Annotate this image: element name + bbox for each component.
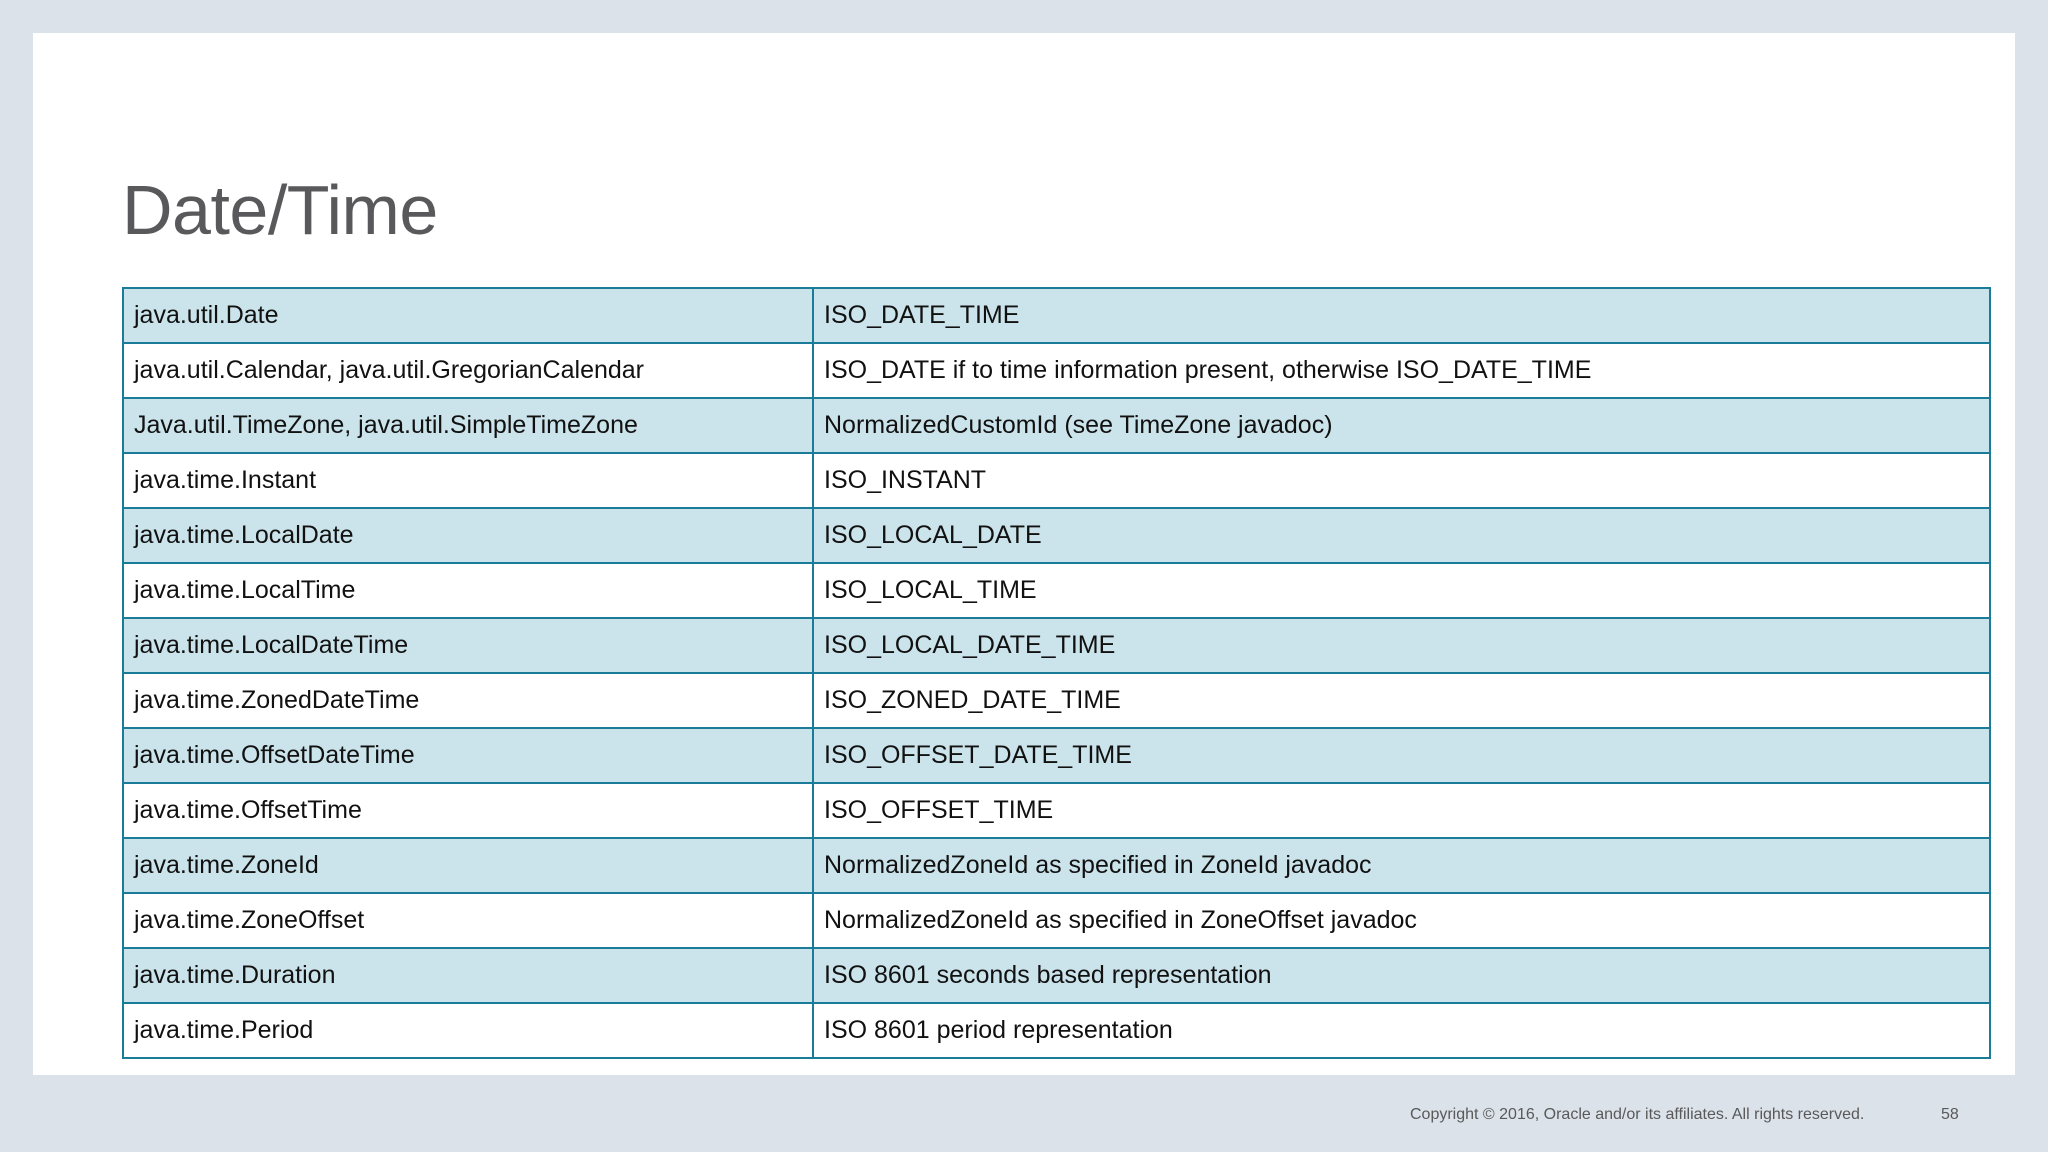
page-number: 58 [1941, 1106, 1959, 1123]
json-format-cell: ISO_DATE_TIME [813, 288, 1990, 343]
json-format-cell: ISO 8601 period representation [813, 1003, 1990, 1058]
json-format-cell: NormalizedZoneId as specified in ZoneOffset javadoc [813, 893, 1990, 948]
java-type-cell: Java.util.TimeZone, java.util.SimpleTimeZone [123, 398, 813, 453]
table-row [123, 783, 1990, 838]
table-row [123, 618, 1990, 673]
java-type-cell: java.time.OffsetTime [123, 783, 813, 838]
table-row [123, 563, 1990, 618]
json-format-cell: ISO_LOCAL_DATE [813, 508, 1990, 563]
java-type-cell: java.time.Duration [123, 948, 813, 1003]
java-type-cell: java.time.LocalDate [123, 508, 813, 563]
java-type-cell: java.time.ZoneId [123, 838, 813, 893]
json-format-cell: ISO_LOCAL_TIME [813, 563, 1990, 618]
java-type-cell: java.time.Instant [123, 453, 813, 508]
json-format-cell: ISO_DATE if to time information present, otherwise ISO_DATE_TIME [813, 343, 1990, 398]
json-format-cell: NormalizedZoneId as specified in ZoneId javadoc [813, 838, 1990, 893]
table-row [123, 453, 1990, 508]
table-row [123, 728, 1990, 783]
java-type-cell: java.util.Date [123, 288, 813, 343]
slide [33, 33, 2015, 1075]
json-format-cell: ISO 8601 seconds based representation [813, 948, 1990, 1003]
java-type-cell: java.util.Calendar, java.util.GregorianCalendar [123, 343, 813, 398]
java-type-cell: java.time.LocalTime [123, 563, 813, 618]
table-row [123, 948, 1990, 1003]
table-row [123, 893, 1990, 948]
java-type-cell: java.time.OffsetDateTime [123, 728, 813, 783]
java-type-cell: java.time.ZonedDateTime [123, 673, 813, 728]
table-row [123, 838, 1990, 893]
json-format-cell: ISO_OFFSET_TIME [813, 783, 1990, 838]
json-format-cell: NormalizedCustomId (see TimeZone javadoc) [813, 398, 1990, 453]
java-type-cell: java.time.Period [123, 1003, 813, 1058]
table-row [123, 288, 1990, 343]
json-format-cell: ISO_INSTANT [813, 453, 1990, 508]
table-row [123, 398, 1990, 453]
table-row [123, 343, 1990, 398]
table-row [123, 1003, 1990, 1058]
table-row [123, 673, 1990, 728]
json-format-cell: ISO_ZONED_DATE_TIME [813, 673, 1990, 728]
copyright-notice: Copyright © 2016, Oracle and/or its affiliates. All rights reserved. [1410, 1106, 1865, 1123]
slide-title: Date/Time [122, 171, 438, 249]
java-type-cell: java.time.ZoneOffset [123, 893, 813, 948]
datetime-mapping-table [122, 287, 1991, 1059]
table-row [123, 508, 1990, 563]
json-format-cell: ISO_LOCAL_DATE_TIME [813, 618, 1990, 673]
java-type-cell: java.time.LocalDateTime [123, 618, 813, 673]
json-format-cell: ISO_OFFSET_DATE_TIME [813, 728, 1990, 783]
